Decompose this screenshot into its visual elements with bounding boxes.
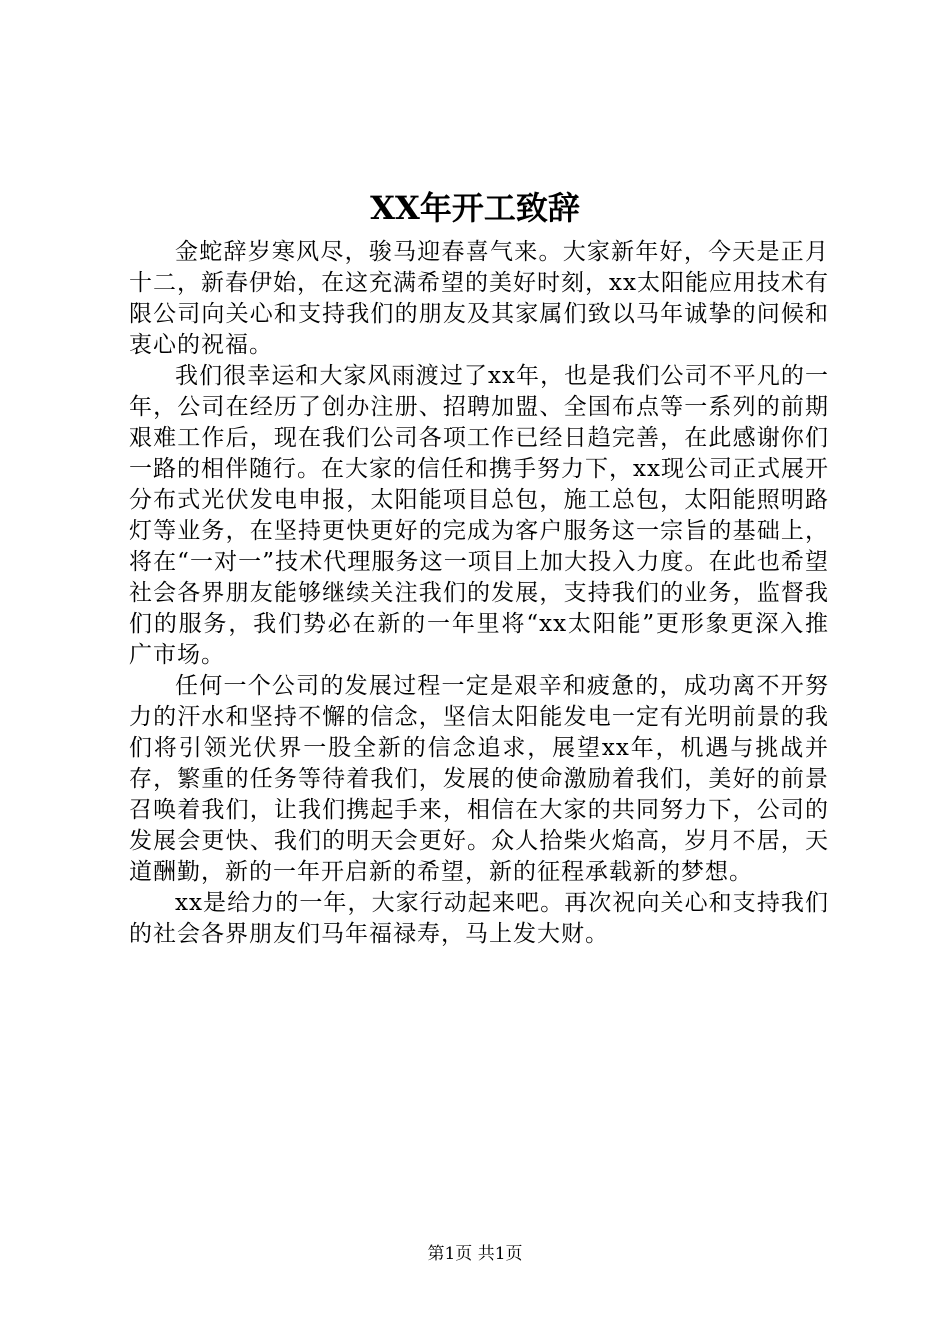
- document-title: XX年开工致辞: [370, 189, 580, 227]
- page-footer: 第1页 共1页: [427, 1244, 523, 1264]
- paragraph-2: 我们很幸运和大家风雨渡过了xx年，也是我们公司不平凡的一年，公司在经历了创办注册、招聘加盟、全国布点等一系列的前期艰难工作后，现在我们公司各项工作已经日趋完善，在此感谢你们一路的相伴随行。在大家的信任和携手努力下，xx现公司正式展开分布式光伏发电申报，太阳能项目总包，施工总包，太阳能照明路灯等业务，在坚持更快更好的完成为客户服务这一宗旨的基础上，将在“一对一”技术代理服务这一项目上加大投入力度。在此也希望社会各界朋友能够继续关注我们的发展，支持我们的业务，监督我们的服务，我们势必在新的一年里将“xx太阳能”更形象更深入推广市场。: [129, 363, 829, 668]
- document-body: [129, 237, 829, 950]
- paragraph-4: xx是给力的一年，大家行动起来吧。再次祝向关心和支持我们的社会各界朋友们马年福禄寿，马上发大财。: [129, 890, 829, 947]
- paragraph-1: 金蛇辞岁寒风尽，骏马迎春喜气来。大家新年好，今天是正月十二，新春伊始，在这充满希望的美好时刻，xx太阳能应用技术有限公司向关心和支持我们的朋友及其家属们致以马年诚挚的问候和衷心的祝福。: [129, 239, 829, 358]
- paragraph-3: 任何一个公司的发展过程一定是艰辛和疲惫的，成功离不开努力的汗水和坚持不懈的信念，坚信太阳能发电一定有光明前景的我们将引领光伏界一股全新的信念追求，展望xx年，机遇与挑战并存，繁重的任务等待着我们，发展的使命激励着我们，美好的前景召唤着我们，让我们携起手来，相信在大家的共同努力下，公司的发展会更快、我们的明天会更好。众人拾柴火焰高，岁月不居，天道酬勤，新的一年开启新的希望，新的征程承载新的梦想。: [129, 673, 829, 885]
